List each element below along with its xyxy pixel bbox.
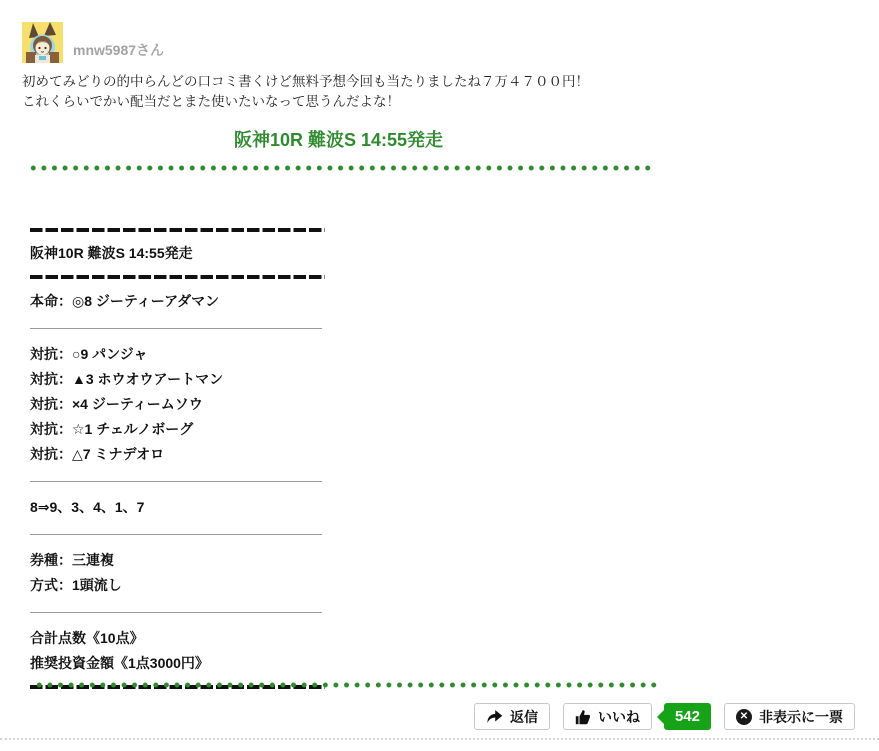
green-dotted-divider-bottom <box>34 682 661 688</box>
comment-line-2: これくらいでかい配当だとまた使いたいなって思うんだよな！ <box>22 94 400 109</box>
username: mnw5987さん <box>73 41 165 58</box>
method-line: 方式：1頭流し <box>30 577 122 593</box>
ticket-type-line: 券種：三連複 <box>30 552 114 568</box>
total-points-line: 合計点数《10点》 <box>30 630 144 646</box>
green-dotted-divider-top <box>28 165 655 171</box>
comment-header <box>22 22 855 63</box>
taikou-line: 対抗：▲3 ホウオウアートマン <box>30 371 224 387</box>
race-heading: 阪神10R 難波S 14:55発走 <box>233 130 444 150</box>
thin-divider <box>30 481 322 482</box>
honmei-line: 本命：◎8 ジーティーアダマン <box>30 293 220 309</box>
circle-x-icon: ✕ <box>736 709 752 725</box>
bottom-dotted-separator <box>0 738 879 740</box>
thumbs-up-icon <box>575 709 591 725</box>
prediction-race-title: 阪神10R 難波S 14:55発走 <box>30 245 193 261</box>
hide-vote-button[interactable] <box>724 703 855 730</box>
reply-arrow-icon <box>486 709 503 724</box>
thin-divider <box>30 534 322 535</box>
like-button[interactable] <box>563 703 652 730</box>
investment-line: 推奨投資金額《1点3000円》 <box>30 655 209 671</box>
prediction-block <box>22 228 855 689</box>
thin-divider <box>30 328 322 329</box>
comment-text <box>22 72 855 112</box>
hide-vote-label: 非表示に一票 <box>759 708 843 725</box>
thick-dash-divider <box>30 275 325 279</box>
reply-label: 返信 <box>509 708 538 725</box>
taikou-line: 対抗：×4 ジーティームソウ <box>30 396 203 412</box>
like-label: いいね <box>597 708 640 725</box>
thin-divider <box>30 612 322 613</box>
comment-line-1: 初めてみどりの的中らんどの口コミ書くけど無料予想今回も当たりましたね７万４７００円！ <box>22 74 589 89</box>
thick-dash-divider <box>30 228 325 232</box>
reply-button[interactable] <box>474 703 550 730</box>
taikou-line: 対抗：△7 ミナデオロ <box>30 446 165 462</box>
taikou-line: 対抗：☆1 チェルノボーグ <box>30 421 194 437</box>
taikou-line: 対抗：○9 パンジャ <box>30 346 148 362</box>
user-avatar <box>22 22 63 63</box>
action-bar <box>0 703 855 730</box>
nagashi-line: 8⇒9、3、4、1、7 <box>30 499 145 515</box>
like-count-badge: 542 <box>664 703 711 730</box>
